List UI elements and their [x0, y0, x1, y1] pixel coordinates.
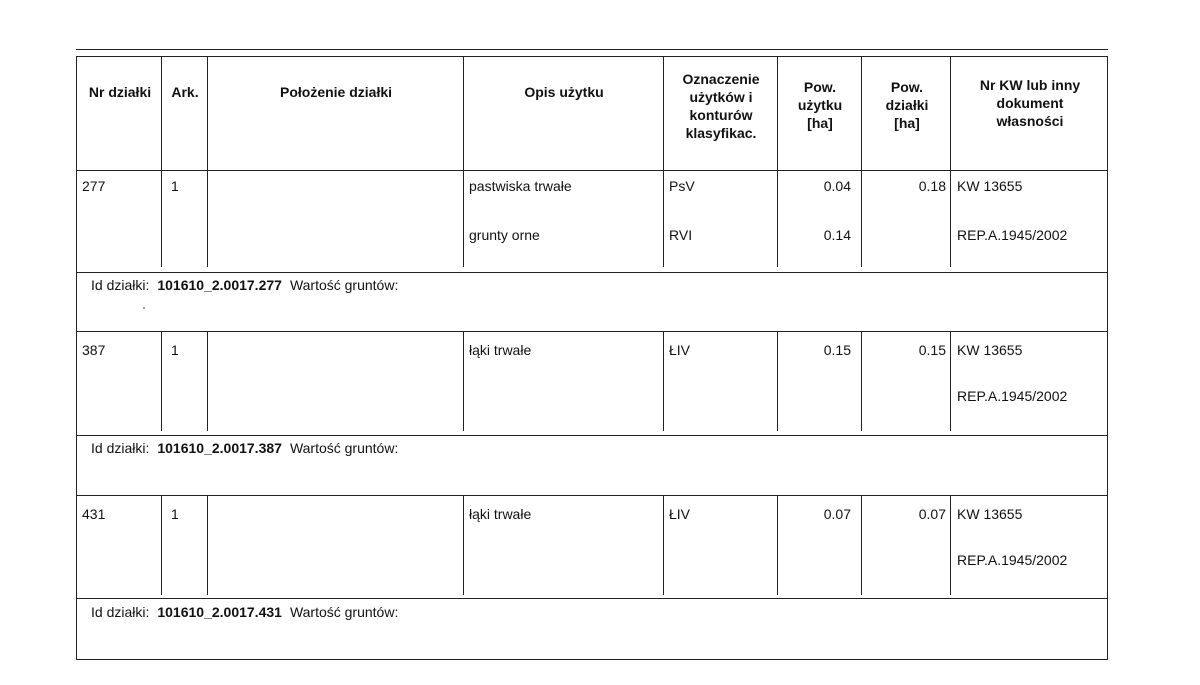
- column-divider: [950, 170, 951, 267]
- land-use-class: ŁIV: [669, 342, 691, 358]
- sheet-number: 1: [171, 178, 179, 194]
- row-divider: [77, 495, 1107, 496]
- column-divider: [161, 170, 162, 267]
- column-divider: [207, 495, 208, 595]
- column-divider: [861, 495, 862, 595]
- header-nr-dzialki: Nr działki: [88, 84, 152, 100]
- land-use-area: 0.07: [823, 506, 851, 522]
- land-use-description: łąki trwałe: [469, 506, 532, 522]
- column-divider: [207, 170, 208, 267]
- land-use-area: 0.15: [823, 342, 851, 358]
- header-opis: Opis użytku: [524, 84, 604, 100]
- ownership-document: REP.A.1945/2002: [957, 552, 1068, 568]
- column-divider: [861, 331, 862, 431]
- column-divider: [777, 170, 778, 267]
- sheet-number: 1: [171, 506, 179, 522]
- land-value-label: Wartość gruntów:: [289, 277, 399, 293]
- header-oznaczenie: Oznaczenie użytków i konturów klasyfikac.: [682, 71, 760, 141]
- parcel-id-label: Id działki:: [91, 440, 150, 456]
- land-register-number: KW 13655: [957, 342, 1023, 358]
- column-divider: [663, 170, 664, 267]
- column-divider: [861, 170, 862, 267]
- column-divider: [207, 57, 208, 170]
- column-divider: [861, 57, 862, 170]
- top-rule: [76, 49, 1108, 50]
- land-use-class: ŁIV: [669, 506, 691, 522]
- parcel-area: 0.15: [918, 342, 946, 358]
- parcel-number: 277: [82, 178, 106, 194]
- row-divider: [77, 331, 1107, 332]
- land-use-class: RVI: [669, 227, 693, 243]
- column-divider: [463, 495, 464, 595]
- land-use-area: 0.14: [823, 227, 851, 243]
- parcel-area: 0.18: [918, 178, 946, 194]
- parcel-id-line: [91, 277, 398, 293]
- parcel-number: 387: [82, 342, 106, 358]
- column-divider: [777, 331, 778, 431]
- parcel-id-line: [91, 440, 398, 456]
- column-divider: [777, 495, 778, 595]
- parcel-area: 0.07: [918, 506, 946, 522]
- parcel-id-line: [91, 604, 398, 620]
- header-ark: Ark.: [171, 84, 199, 100]
- column-divider: [463, 331, 464, 431]
- column-divider: [161, 495, 162, 595]
- header-pow-dzialki: Pow. działki [ha]: [885, 79, 929, 131]
- header-divider: [77, 170, 1107, 171]
- column-divider: [463, 170, 464, 267]
- column-divider: [777, 57, 778, 170]
- parcel-number: 431: [82, 506, 106, 522]
- column-divider: [663, 495, 664, 595]
- header-pow-uzytku: Pow. użytku [ha]: [797, 79, 843, 131]
- column-divider: [950, 495, 951, 595]
- column-divider: [207, 331, 208, 431]
- parcel-id-label: Id działki:: [91, 604, 150, 620]
- land-use-description: grunty orne: [469, 227, 540, 243]
- header-polozenie: Położenie działki: [279, 84, 393, 100]
- column-divider: [161, 57, 162, 170]
- column-divider: [950, 331, 951, 431]
- column-divider: [663, 57, 664, 170]
- ownership-document: REP.A.1945/2002: [957, 227, 1068, 243]
- parcel-id-value: 101610_2.0017.387: [157, 440, 282, 456]
- sheet-number: 1: [171, 342, 179, 358]
- land-register-number: KW 13655: [957, 506, 1023, 522]
- row-divider: [77, 435, 1107, 436]
- ownership-document: REP.A.1945/2002: [957, 388, 1068, 404]
- land-use-description: łąki trwałe: [469, 342, 532, 358]
- land-use-area: 0.04: [823, 178, 851, 194]
- row-divider: [77, 272, 1107, 273]
- column-divider: [161, 331, 162, 431]
- land-register-number: KW 13655: [957, 178, 1023, 194]
- column-divider: [950, 57, 951, 170]
- column-divider: [463, 57, 464, 170]
- header-nr-kw: Nr KW lub inny dokument własności: [979, 77, 1081, 129]
- row-divider: [77, 598, 1107, 599]
- land-value-label: Wartość gruntów:: [289, 440, 399, 456]
- land-use-description: pastwiska trwałe: [469, 178, 572, 194]
- parcel-id-label: Id działki:: [91, 277, 150, 293]
- land-use-class: PsV: [669, 178, 695, 194]
- scan-speck: [143, 307, 145, 309]
- column-divider: [663, 331, 664, 431]
- parcel-register-table: [76, 56, 1108, 660]
- parcel-id-value: 101610_2.0017.431: [157, 604, 282, 620]
- land-value-label: Wartość gruntów:: [289, 604, 399, 620]
- parcel-id-value: 101610_2.0017.277: [157, 277, 282, 293]
